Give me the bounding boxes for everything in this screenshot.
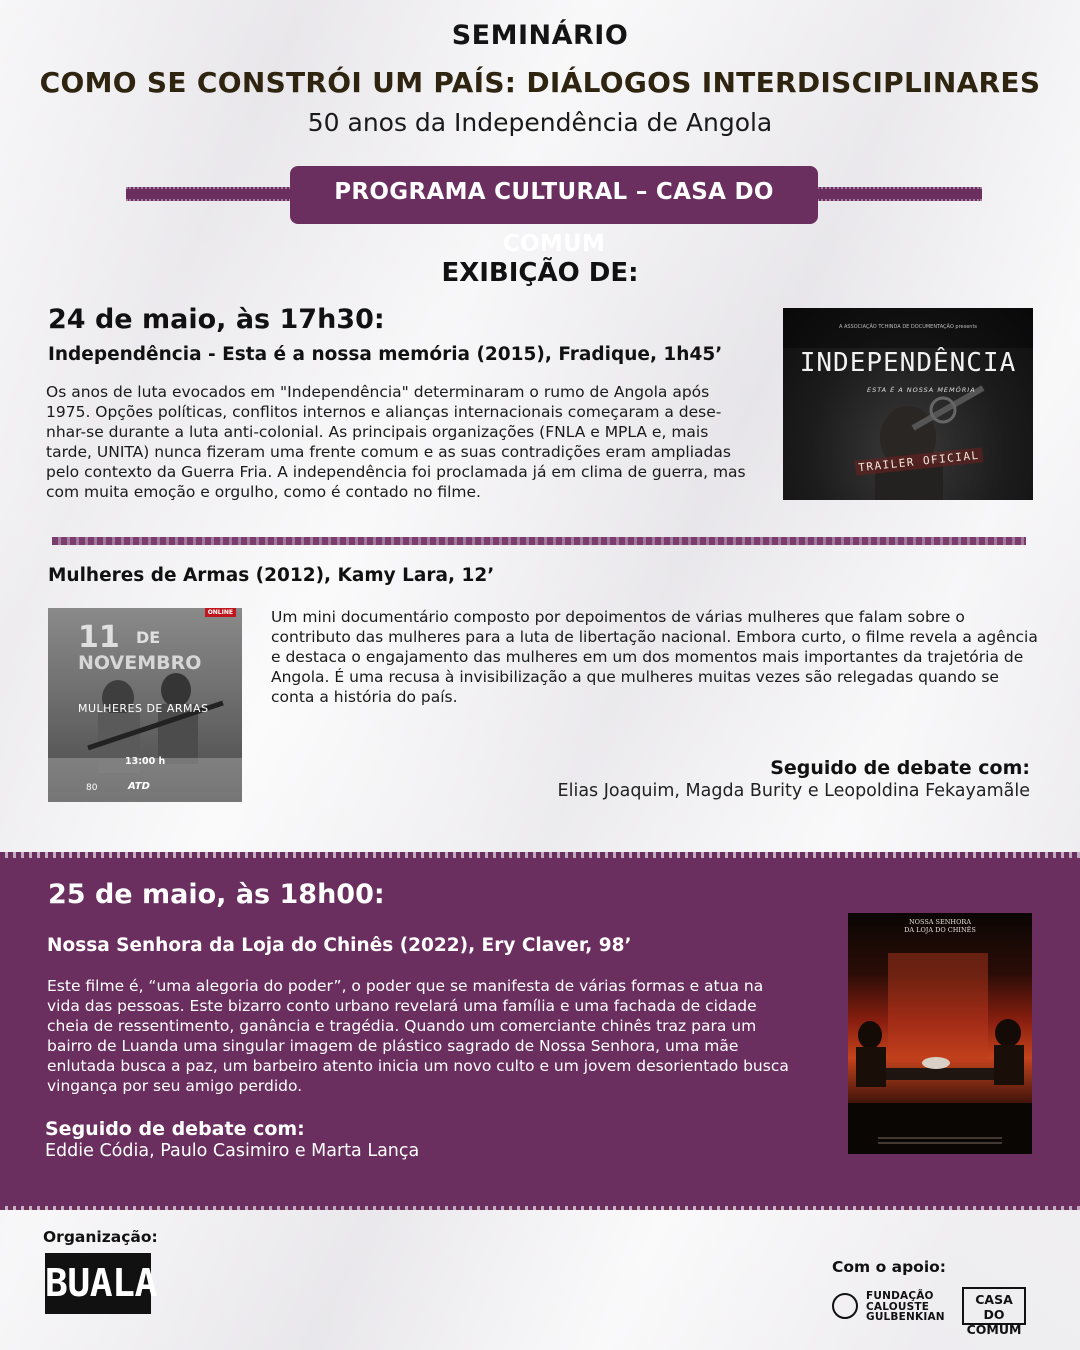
gulbenkian-line3: GULBENKIAN bbox=[866, 1311, 945, 1323]
film1-poster bbox=[783, 308, 1033, 500]
film1-title: Independência - Esta é a nossa memória (2015), Fradique, 1h45’ bbox=[48, 344, 723, 365]
film3-description: Este filme é, “uma alegoria do poder”, o poder que se manifesta de várias formas e atua na vida das pessoas. Este bizarro conto urbano revelará uma família e uma fachada de cidade cheia de ressentimento, ganância e tragédia. Quando um comerciante chinês traz para um bairro de Luanda uma singular imagem de plástico sagrado de Nossa Senhora, uma mãe enlutada busca a paz, um barbeiro atento inicia um novo culto e um jovem desorientado busca vingança por seu amigo perdido. bbox=[47, 977, 789, 1095]
buala-logo: BUALA bbox=[45, 1253, 151, 1314]
support-label: Com o apoio: bbox=[832, 1258, 946, 1276]
casa-logo-line2: COMUM bbox=[966, 1322, 1022, 1337]
day1-debate-names: Elias Joaquim, Magda Burity e Leopoldina Fekayamãle bbox=[557, 781, 1030, 801]
program-banner: PROGRAMA CULTURAL – CASA DO COMUM bbox=[290, 166, 818, 224]
film2-poster-month: NOVEMBRO bbox=[78, 652, 202, 674]
film1-poster-title: INDEPENDÊNCIA bbox=[799, 348, 1017, 378]
gulbenkian-line1: FUNDAÇÃO bbox=[866, 1290, 934, 1302]
film2-title: Mulheres de Armas (2012), Kamy Lara, 12’ bbox=[48, 565, 495, 586]
film3-poster-title bbox=[848, 918, 1032, 934]
film2-poster-time: 13:00 h bbox=[125, 756, 166, 767]
film3-title: Nossa Senhora da Loja do Chinês (2022), Ery Claver, 98’ bbox=[47, 935, 632, 956]
seminar-label: SEMINÁRIO bbox=[451, 20, 629, 51]
film3-poster bbox=[848, 913, 1032, 1154]
casa-do-comum-logo bbox=[962, 1287, 1026, 1337]
seminar-title: COMO SE CONSTRÓI UM PAÍS: DIÁLOGOS INTERDISCIPLINARES bbox=[39, 66, 1041, 99]
film2-poster-title: MULHERES DE ARMAS bbox=[78, 702, 209, 715]
organization-label: Organização: bbox=[43, 1228, 158, 1246]
day1-date: 24 de maio, às 17h30: bbox=[48, 304, 385, 335]
film2-poster bbox=[48, 608, 242, 802]
film3-poster-title-line1: NOSSA SENHORA bbox=[908, 918, 972, 926]
gulbenkian-logo-icon bbox=[832, 1293, 858, 1319]
film1-poster-figure bbox=[783, 308, 1033, 500]
gulbenkian-line2: CALOUSTE bbox=[866, 1300, 930, 1313]
section-heading: EXIBIÇÃO DE: bbox=[441, 258, 639, 288]
section-divider bbox=[52, 537, 1026, 545]
film2-poster-de: DE bbox=[136, 628, 161, 647]
film1-poster-tagline: ESTA É A NOSSA MEMÓRIA bbox=[867, 386, 976, 394]
day1-debate-heading: Seguido de debate com: bbox=[770, 757, 1030, 779]
casa-logo-line1: CASA DO bbox=[975, 1292, 1013, 1322]
film2-poster-age: 80 bbox=[86, 783, 98, 793]
decorative-band-left bbox=[126, 187, 298, 201]
gulbenkian-logo-text bbox=[866, 1291, 945, 1323]
band-bottom-edge bbox=[0, 1204, 1080, 1210]
film2-poster-badge: ONLINE bbox=[205, 608, 236, 617]
film3-poster-scene bbox=[848, 913, 1032, 1154]
film2-poster-channel: ATD bbox=[128, 781, 150, 792]
seminar-subtitle: 50 anos da Independência de Angola bbox=[307, 108, 773, 137]
film2-description: Um mini documentário composto por depoimentos de várias mulheres que falam sobre o contributo das mulheres para a luta de libertação nacional. Embora curto, o filme revela a agência e destaca o engajamento das mulheres em um dos momentos mais importantes da trajetória de Angola. É uma recusa à invisibilização a que mulheres muitas vezes são relegadas quando se conta a história do país. bbox=[271, 608, 1038, 706]
film2-poster-day: 11 bbox=[78, 620, 120, 655]
film3-poster-title-line2: DA LOJA DO CHINÊS bbox=[904, 926, 976, 934]
day2-debate-names: Eddie Códia, Paulo Casimiro e Marta Lança bbox=[45, 1141, 420, 1161]
film1-description: Os anos de luta evocados em "Independência" determinaram o rumo de Angola após 1975. Opções políticas, conflitos internos e alianças internacionais começaram a dese-nhar-se durante a luta anti-colonial. As principais organizações (FNLA e MPLA e, mais tarde, UNITA) nunca fizeram uma frente comum e as suas contradições eram ampliadas pelo contexto da Guerra Fria. A independência foi proclamada já em clima de guerra, mas com muita emoção e orgulho, como é contado no filme. bbox=[46, 383, 746, 501]
film1-poster-presenter: A ASSOCIAÇÃO TCHINDA DE DOCUMENTAÇÃO presents bbox=[838, 324, 978, 330]
film1-poster-trailer: TRAILER OFICIAL bbox=[855, 447, 984, 475]
day2-date: 25 de maio, às 18h00: bbox=[48, 879, 385, 910]
day2-debate-heading: Seguido de debate com: bbox=[45, 1118, 305, 1140]
decorative-band-right bbox=[810, 187, 982, 201]
